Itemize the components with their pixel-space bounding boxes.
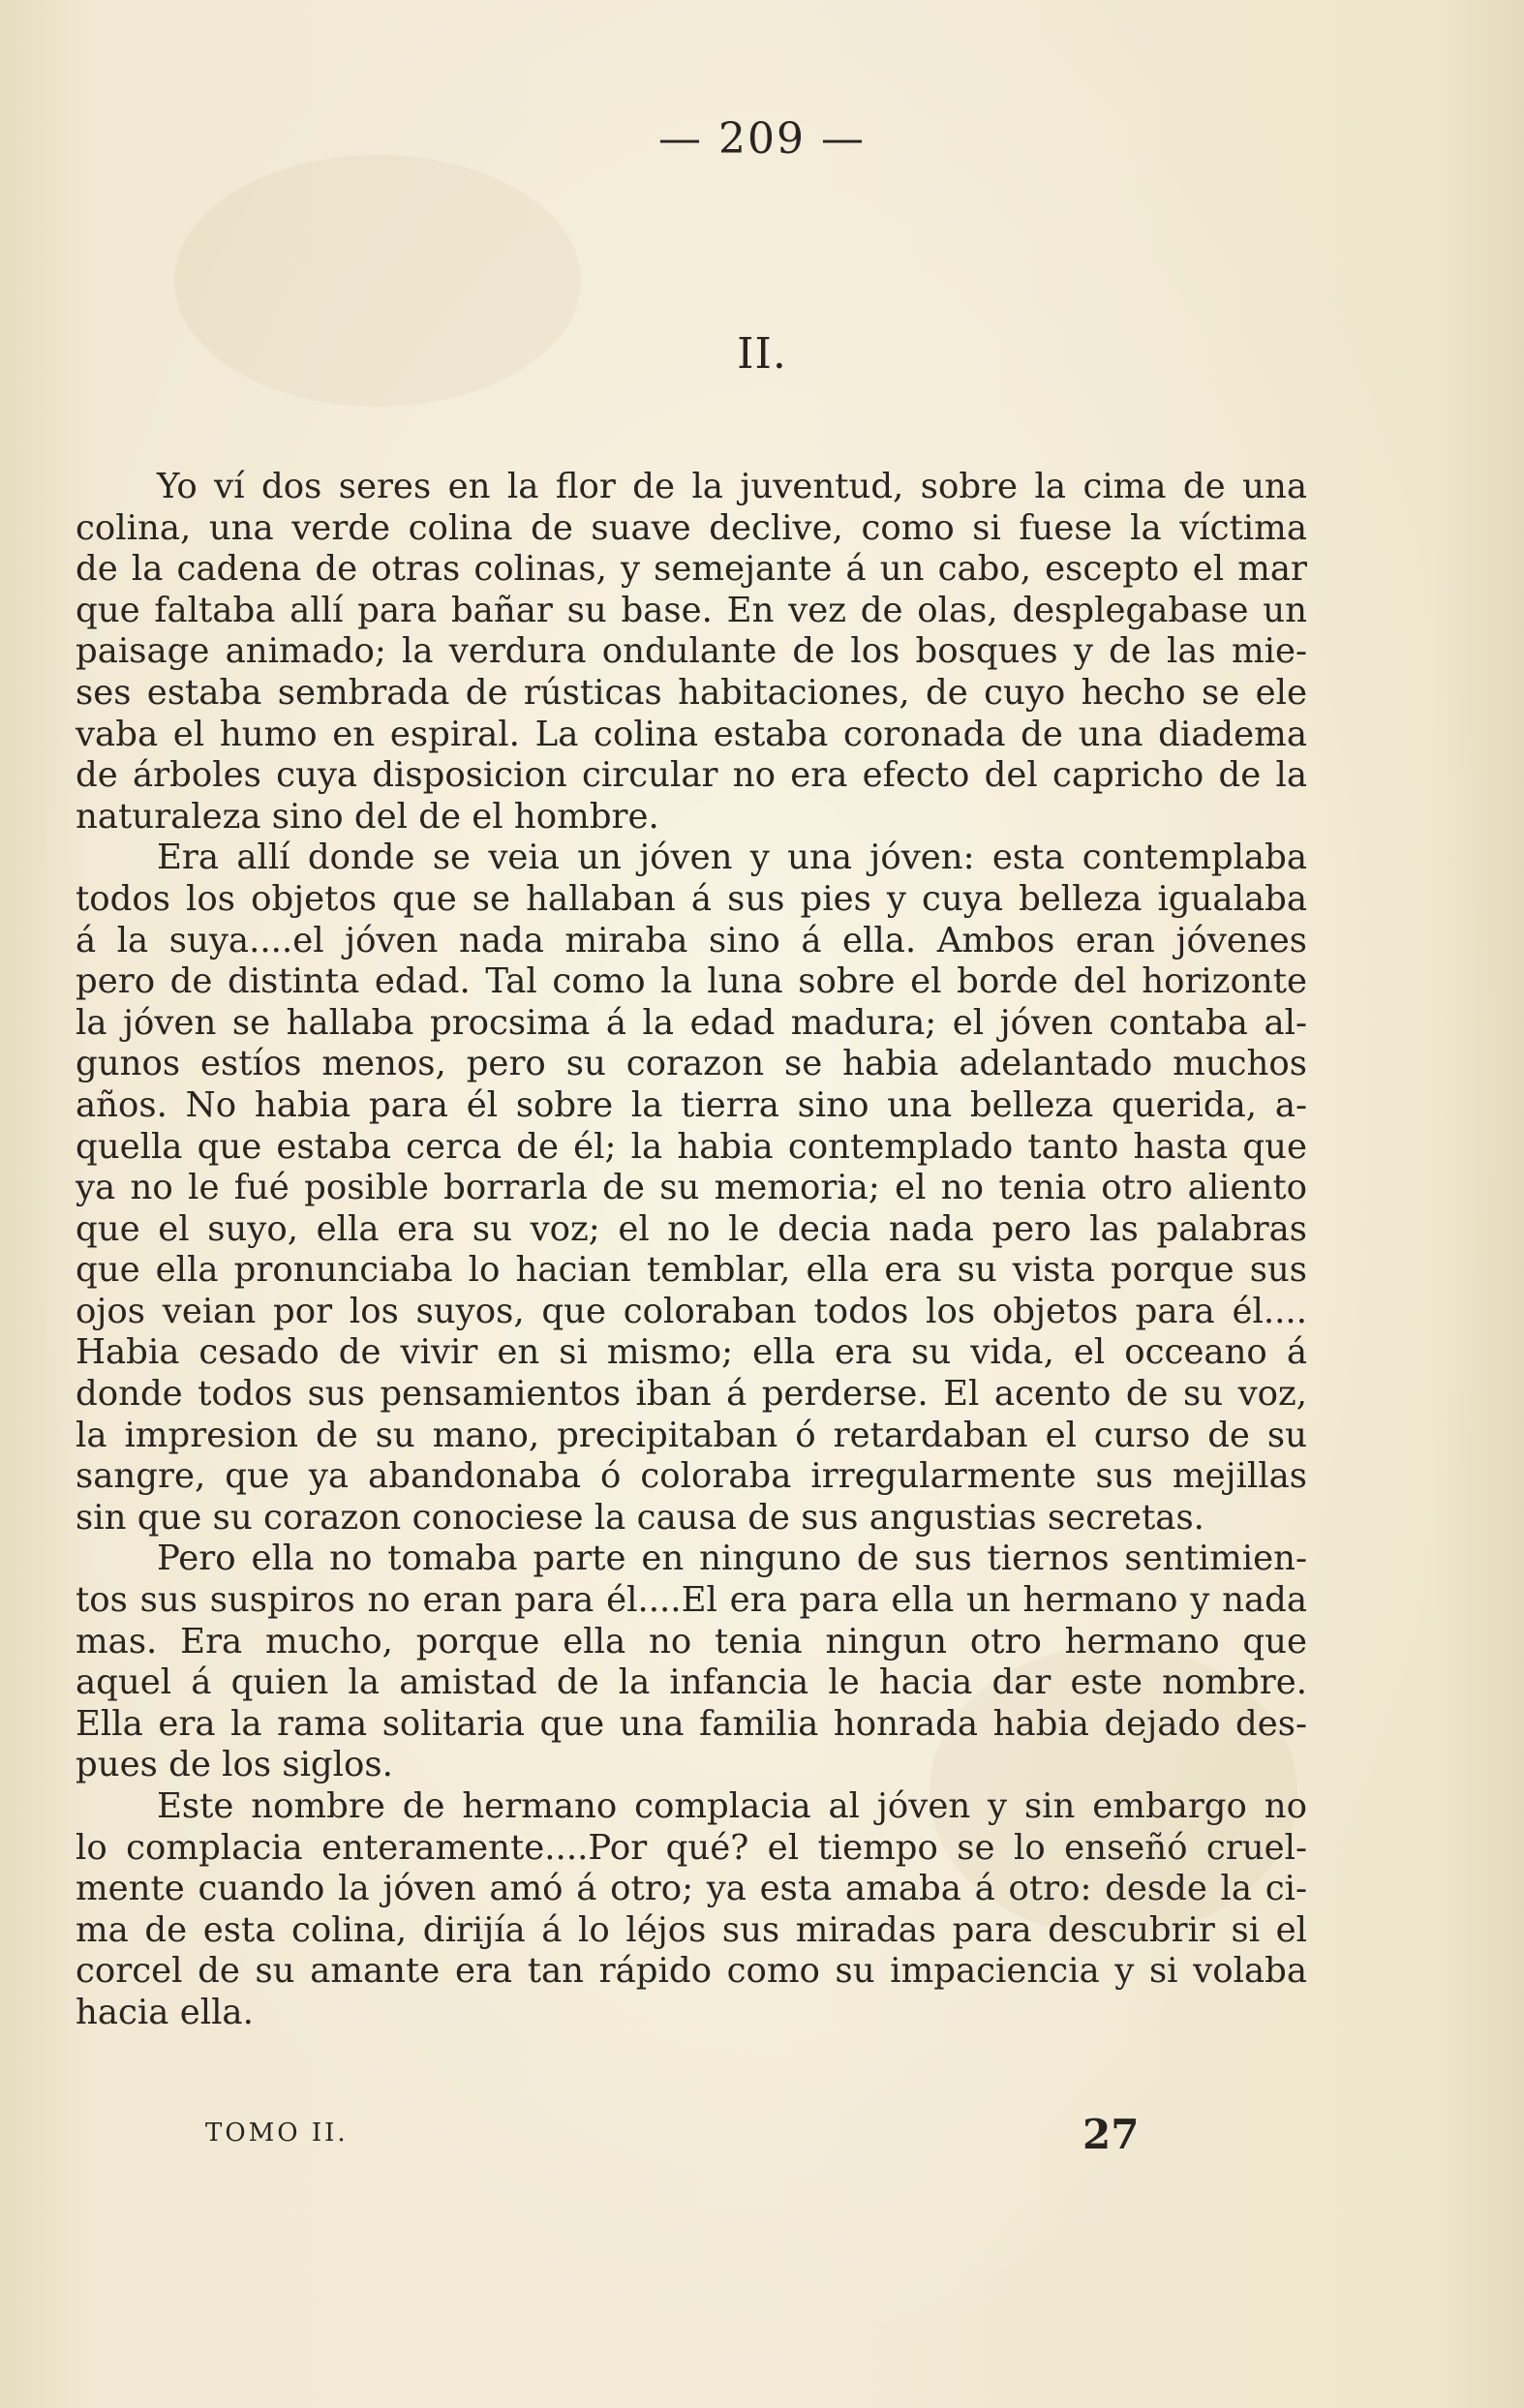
text-line: paisage animado; la verdura ondulante de los bosques y de las mie- (76, 631, 1307, 672)
text-line: que faltaba allí para bañar su base. En vez de olas, desplegabase un (76, 590, 1307, 630)
text-line: á la suya....el jóven nada miraba sino á ella. Ambos eran jóvenes (76, 920, 1307, 960)
text-line: la jóven se hallaba procsima á la edad madura; el jóven contaba al- (76, 1002, 1307, 1043)
text-line: que el suyo, ella era su voz; el no le decia nada pero las palabras (76, 1208, 1307, 1249)
signature-mark: 27 (1082, 2111, 1140, 2158)
text-line: años. No habia para él sobre la tierra sino una belleza querida, a- (76, 1084, 1307, 1125)
text-line: sangre, que ya abandonaba ó coloraba irregularmente sus mejillas (76, 1456, 1307, 1497)
text-line: mente cuando la jóven amó á otro; ya esta amaba á otro: desde la ci- (76, 1869, 1307, 1909)
body-text (76, 467, 1307, 2034)
volume-label: TOMO II. (205, 2118, 349, 2148)
text-line: Pero ella no tomaba parte en ninguno de sus tiernos sentimien- (157, 1539, 1307, 1579)
text-line: ya no le fué posible borrarla de su memoria; el no tenia otro aliento (76, 1168, 1307, 1208)
text-line: mas. Era mucho, porque ella no tenia ningun otro hermano que (76, 1621, 1307, 1661)
text-line: hacia ella. (76, 1992, 254, 2032)
text-line: Este nombre de hermano complacia al jóven y sin embargo no (157, 1786, 1307, 1826)
text-line: Yo ví dos seres en la flor de la juventud, sobre la cima de una (157, 467, 1307, 506)
text-line: ses estaba sembrada de rústicas habitaciones, de cuyo hecho se ele (76, 672, 1307, 713)
text-line: quella que estaba cerca de él; la habia contemplado tanto hasta que (76, 1126, 1307, 1167)
text-line: naturaleza sino del de el hombre. (76, 796, 659, 837)
text-line: Ella era la rama solitaria que una familia honrada habia dejado des- (76, 1703, 1307, 1744)
text-line: pues de los siglos. (76, 1745, 393, 1785)
section-heading: II. (737, 329, 787, 379)
text-line: corcel de su amante era tan rápido como su impaciencia y si volaba (76, 1951, 1307, 1992)
text-line: Era allí donde se veia un jóven y una jóven: esta contemplaba (157, 838, 1307, 878)
text-line: ojos veian por los suyos, que coloraban todos los objetos para él.... (76, 1291, 1307, 1331)
text-line: lo complacia enteramente....Por qué? el tiempo se lo enseñó cruel- (76, 1827, 1307, 1868)
text-line: vaba el humo en espiral. La colina estaba coronada de una diadema (76, 714, 1307, 754)
text-line: sin que su corazon conociese la causa de sus angustias secretas. (76, 1497, 1204, 1538)
text-line: que ella pronunciaba lo hacian temblar, ella era su vista porque sus (76, 1250, 1307, 1291)
text-line: Habia cesado de vivir en si mismo; ella era su vida, el occeano á (76, 1332, 1307, 1373)
page-number: — 209 — (658, 114, 866, 164)
text-line: colina, una verde colina de suave declive, como si fuese la víctima (76, 507, 1307, 548)
text-line: donde todos sus pensamientos iban á perderse. El acento de su voz, (76, 1374, 1307, 1415)
text-line: aquel á quien la amistad de la infancia le hacia dar este nombre. (76, 1662, 1307, 1703)
text-line: la impresion de su mano, precipitaban ó retardaban el curso de su (76, 1415, 1307, 1455)
text-line: de árboles cuya disposicion circular no era efecto del capricho de la (76, 755, 1307, 796)
text-line: pero de distinta edad. Tal como la luna sobre el borde del horizonte (76, 961, 1307, 1002)
text-line: todos los objetos que se hallaban á sus pies y cuya belleza igualaba (76, 878, 1307, 919)
text-line: gunos estíos menos, pero su corazon se habia adelantado muchos (76, 1044, 1307, 1084)
text-line: de la cadena de otras colinas, y semejante á un cabo, escepto el mar (76, 549, 1307, 590)
text-line: tos sus suspiros no eran para él....El era para ella un hermano y nada (76, 1580, 1307, 1621)
text-line: ma de esta colina, dirijía á lo léjos sus miradas para descubrir si el (76, 1909, 1307, 1950)
